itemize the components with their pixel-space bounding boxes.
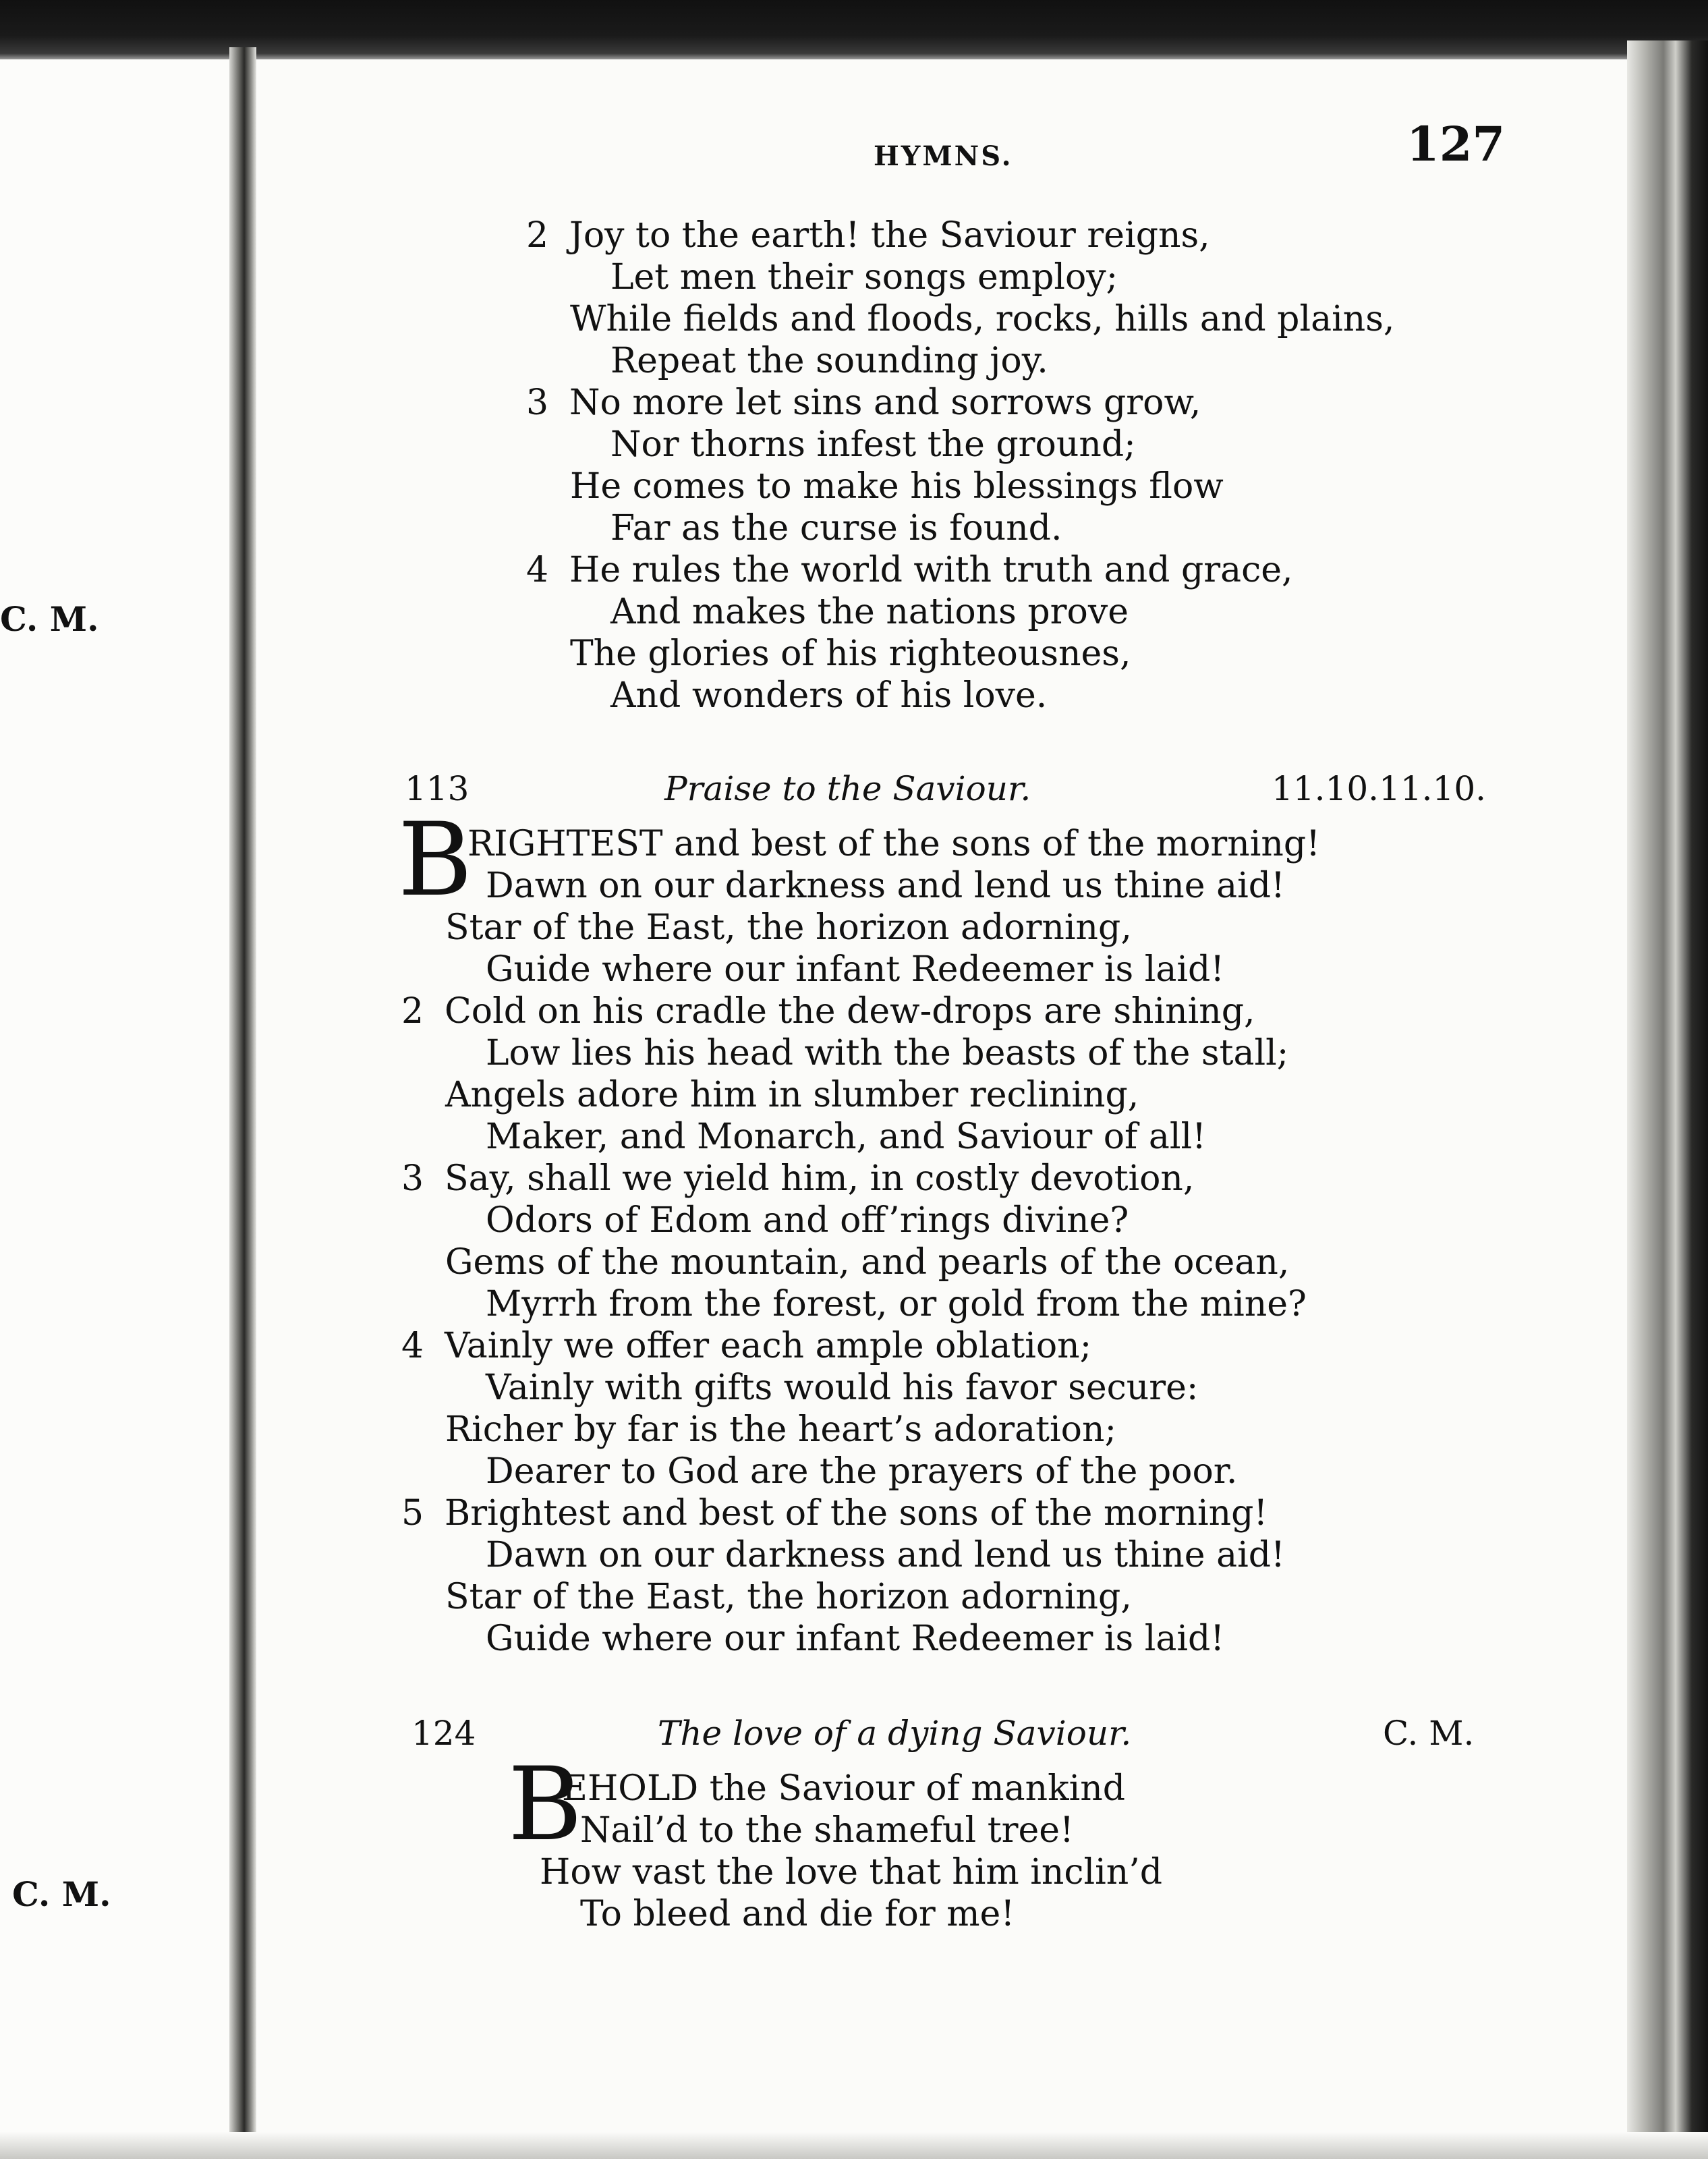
left-facing-page — [0, 59, 236, 2159]
stanza-line: Maker, and Monarch, and Saviour of all! — [486, 1117, 1206, 1157]
stanza-number: 2 — [401, 991, 424, 1032]
hymn-title: The love of a dying Saviour. — [658, 1714, 1132, 1753]
stanza-line: How vast the love that him inclin’d — [540, 1852, 1163, 1892]
hymn-meter: 11.10.11.10. — [1272, 769, 1487, 808]
stanza-line: Richer by far is the heart’s adoration; — [445, 1409, 1116, 1450]
stanza-number: 4 — [526, 550, 549, 590]
stanza-line: And wonders of his love. — [610, 675, 1048, 716]
stanza-line: 3 Say, shall we yield him, in costly devotion, — [401, 1158, 1195, 1199]
stanza-number: 5 — [401, 1493, 424, 1534]
stanza-line: RIGHTEST and best of the sons of the morning! — [467, 824, 1321, 864]
stanza-line: Dearer to God are the prayers of the poor. — [486, 1451, 1238, 1492]
stanza-line: The glories of his righteousnes, — [570, 634, 1131, 674]
hymn-number: 113 — [405, 769, 469, 808]
stanza-line: Gems of the mountain, and pearls of the ocean, — [445, 1242, 1290, 1283]
stanza-line: Star of the East, the horizon adorning, — [445, 1577, 1132, 1617]
stanza-line: Dawn on our darkness and lend us thine aid! — [486, 1535, 1285, 1575]
stanza-line: Nail’d to the shameful tree! — [580, 1810, 1074, 1851]
stanza-line: 2 Cold on his cradle the dew-drops are shining, — [401, 991, 1255, 1032]
stanza-number: 2 — [526, 215, 549, 256]
drop-cap: B — [508, 1746, 583, 1863]
stanza-line: Guide where our infant Redeemer is laid! — [486, 949, 1225, 990]
running-head: HYMNS. — [874, 140, 1013, 172]
stanza-line: Low lies his head with the beasts of the stall; — [486, 1033, 1289, 1073]
stanza-line: 5 Brightest and best of the sons of the morning! — [401, 1493, 1268, 1534]
stanza-line: To bleed and die for me! — [580, 1894, 1015, 1934]
stanza-line: Let men their songs employ; — [610, 257, 1118, 298]
stanza-line: 4 He rules the world with truth and grace, — [526, 550, 1293, 590]
stanza-line: 2 Joy to the earth! the Saviour reigns, — [526, 215, 1210, 256]
stanza-line: Guide where our infant Redeemer is laid! — [486, 1619, 1225, 1659]
stanza-line: 3 No more let sins and sorrows grow, — [526, 383, 1201, 423]
stanza-line: 4 Vainly we offer each ample oblation; — [401, 1326, 1092, 1366]
stanza-number: 4 — [401, 1326, 424, 1366]
page-number: 127 — [1406, 116, 1506, 172]
stanza-line: Star of the East, the horizon adorning, — [445, 907, 1132, 948]
stanza-line: Nor thorns infest the ground; — [610, 424, 1136, 465]
stanza-line: EHOLD the Saviour of mankind — [562, 1768, 1125, 1809]
drop-cap: B — [398, 802, 473, 919]
stanza-line: While fields and floods, rocks, hills and plains, — [570, 299, 1395, 339]
stanza-line: And makes the nations prove — [610, 592, 1129, 632]
stanza-line: He comes to make his blessings flow — [570, 466, 1224, 507]
page-edge — [1627, 40, 1708, 2159]
hymn-meter: C. M. — [1383, 1714, 1475, 1753]
stanza-line: Repeat the sounding joy. — [610, 341, 1048, 381]
stanza-line: Vainly with gifts would his favor secure: — [486, 1368, 1199, 1408]
hymn-number: 124 — [411, 1714, 476, 1753]
stanza-line: Angels adore him in slumber reclining, — [445, 1075, 1139, 1115]
stanza-number: 3 — [526, 383, 549, 423]
left-meter-lower: C. M. — [12, 1874, 111, 1914]
stanza-number: 3 — [401, 1158, 424, 1199]
stanza-line: Myrrh from the forest, or gold from the mine? — [486, 1284, 1307, 1324]
left-meter-upper: C. M. — [0, 599, 99, 639]
stanza-line: Far as the curse is found. — [610, 508, 1062, 549]
hymn-title: Praise to the Saviour. — [664, 769, 1031, 808]
hymn-page — [260, 61, 1622, 2152]
stanza-line: Odors of Edom and off’rings divine? — [486, 1200, 1129, 1241]
book-gutter — [229, 47, 256, 2159]
scan-bottom-edge — [0, 2132, 1708, 2159]
stanza-line: Dawn on our darkness and lend us thine aid! — [486, 866, 1285, 906]
